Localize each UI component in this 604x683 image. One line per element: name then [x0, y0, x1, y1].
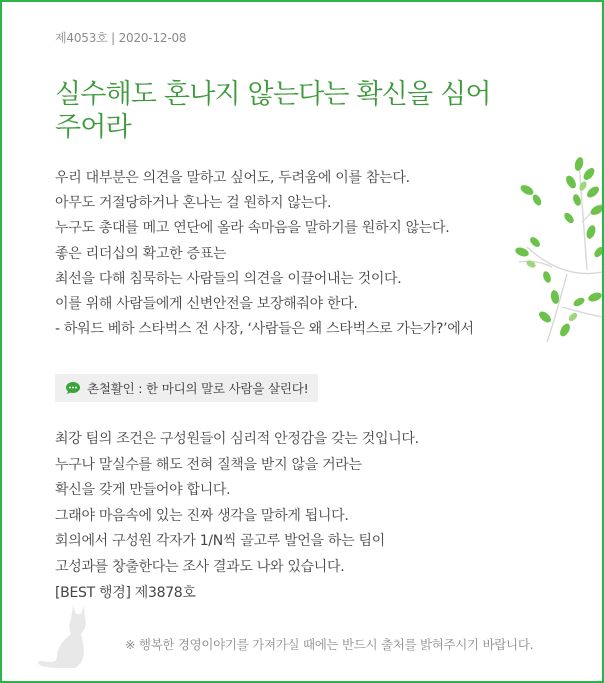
- body-line: 최강 팀의 조건은 구성원들이 심리적 안정감을 갖는 것입니다.: [55, 431, 419, 447]
- issue-date: 2020-12-08: [118, 31, 187, 45]
- quote-block: [55, 166, 535, 342]
- page-title: 실수해도 혼나지 않는다는 확신을 심어주어라: [55, 79, 491, 143]
- body-line: 누구나 말실수를 해도 전혀 질책을 받지 않을 거라는: [55, 456, 362, 473]
- quote-line: 좋은 리더십의 확고한 증표는: [55, 245, 227, 262]
- cat-silhouette-icon: [35, 602, 95, 672]
- quote-line: 아무도 거절당하거나 혼나는 걸 원하지 않는다.: [55, 195, 332, 212]
- section-badge: [55, 374, 318, 402]
- quote-source: - 하워드 베하 스타벅스 전 사장, ‘사람들은 왜 스타벅스로 가는가?’에서: [55, 321, 474, 338]
- issue-meta: [55, 29, 186, 46]
- quote-line: 이를 위해 사람들에게 신변안전을 보장해줘야 한다.: [55, 296, 358, 313]
- meta-separator: |: [111, 31, 115, 45]
- issue-number: 제4053호: [55, 31, 108, 45]
- quote-line: 우리 대부분은 의견을 말하고 싶어도, 두려움에 이를 참는다.: [55, 170, 410, 186]
- body-line: 확신을 갖게 만들어야 합니다.: [55, 482, 231, 499]
- body-reference: [BEST 행경] 제3878호: [55, 584, 196, 601]
- body-block: [55, 427, 535, 606]
- badge-text: 촌철활인 : 한 마디의 말로 사람을 살린다!: [87, 381, 309, 396]
- quote-line: 최선을 다해 침묵하는 사람들의 의견을 이끌어내는 것이다.: [55, 270, 402, 287]
- body-line: 회의에서 구성원 각자가 1/N씩 골고루 발언을 하는 팀이: [55, 533, 385, 550]
- body-line: 고성과를 창출한다는 조사 결과도 나와 있습니다.: [55, 558, 345, 575]
- quote-line: 누구도 총대를 메고 연단에 올라 속마음을 말하기를 원하지 않는다.: [55, 220, 450, 237]
- body-line: 그래야 마음속에 있는 진짜 생각을 말하게 됩니다.: [55, 507, 349, 524]
- speech-bubble-icon: [65, 381, 81, 395]
- copyright-notice: ※ 행복한 경영이야기를 가져가실 때에는 반드시 출처를 밝혀주시기 바랍니다.: [125, 637, 534, 652]
